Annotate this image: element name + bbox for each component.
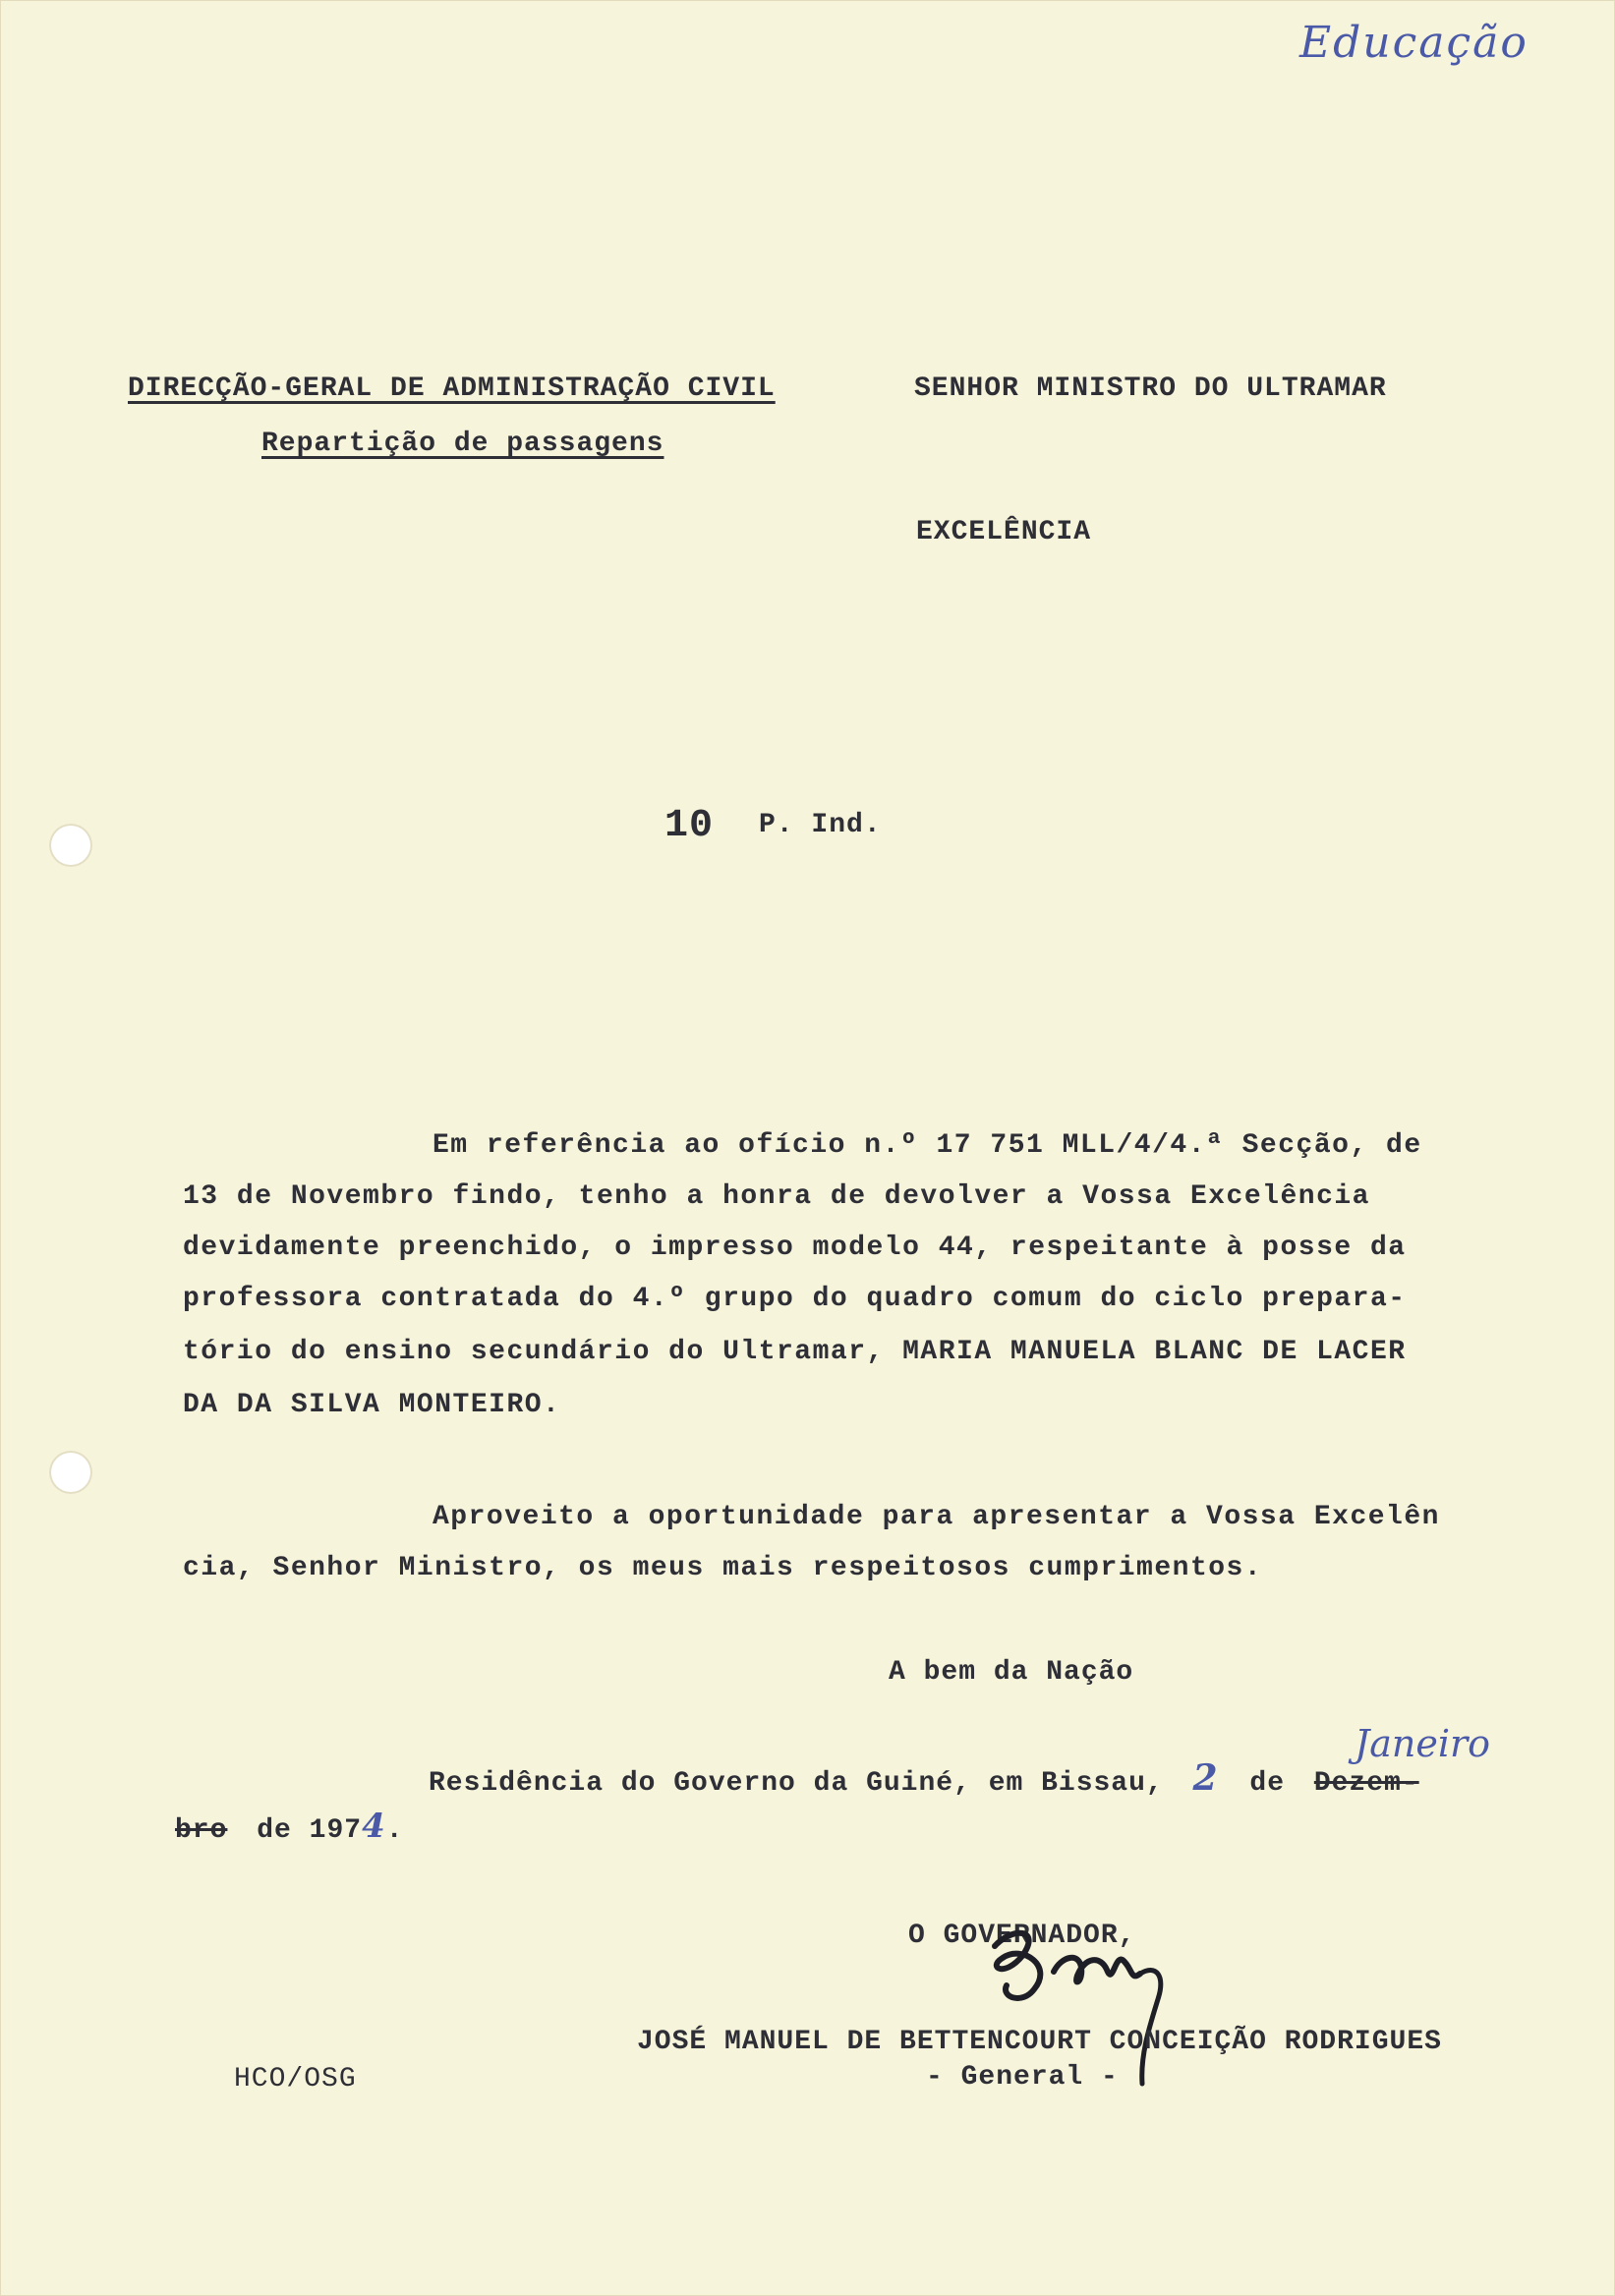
closing-formula: A bem da Nação xyxy=(889,1657,1134,1688)
signatory-rank: - General - xyxy=(926,2062,1119,2093)
body-line: cia, Senhor Ministro, os meus mais respeitosos cumprimentos. xyxy=(183,1553,1263,1583)
place-text: Residência do Governo da Guiné, em Bissau, xyxy=(429,1768,1164,1799)
body-line: Em referência ao ofício n.º 17 751 MLL/4/4.ª Secção, de xyxy=(433,1130,1422,1161)
salutation: EXCELÊNCIA xyxy=(916,517,1092,547)
signatory-name: JOSÉ MANUEL DE BETTENCOURT CONCEIÇÃO RODRIGUES xyxy=(637,2027,1442,2057)
de-text: de xyxy=(1249,1768,1286,1799)
body-line: tório do ensino secundário do Ultramar, MARIA MANUELA BLANC DE LACER xyxy=(183,1337,1407,1367)
punch-hole-bottom xyxy=(49,1451,92,1494)
section-heading: Repartição de passagens xyxy=(261,429,664,459)
reference-suffix: P. Ind. xyxy=(759,810,882,840)
department-heading: DIRECÇÃO-GERAL DE ADMINISTRAÇÃO CIVIL xyxy=(128,373,776,404)
body-line: devidamente preenchido, o impresso modelo 44, respeitante à posse da xyxy=(183,1233,1407,1263)
struck-month-end: bro xyxy=(175,1815,228,1846)
place-date-line-2 xyxy=(175,1807,404,1846)
body-line: professora contratada do 4.º grupo do quadro comum do ciclo prepara- xyxy=(183,1284,1407,1314)
place-date-line-1 xyxy=(429,1757,1419,1799)
year-text: de 197 xyxy=(257,1815,363,1846)
body-line: Aproveito a oportunidade para apresentar a Vossa Excelên xyxy=(433,1502,1440,1532)
addressee: SENHOR MINISTRO DO ULTRAMAR xyxy=(914,373,1387,404)
handwritten-year-digit: 4 xyxy=(362,1807,386,1846)
punch-hole-top xyxy=(49,824,92,867)
reference-number: 10 xyxy=(664,804,715,848)
body-line: 13 de Novembro findo, tenho a honra de devolver a Vossa Excelência xyxy=(183,1181,1370,1212)
body-line: DA DA SILVA MONTEIRO. xyxy=(183,1390,561,1420)
handwritten-day: 2 xyxy=(1192,1757,1219,1799)
handwritten-month: Janeiro xyxy=(1355,1722,1491,1765)
signatory-title: O GOVERNADOR, xyxy=(908,1921,1136,1951)
handwritten-annotation-top: Educação xyxy=(1299,18,1528,68)
period: . xyxy=(385,1815,404,1846)
struck-month: Dezem- xyxy=(1313,1768,1419,1799)
reference-initials: HCO/OSG xyxy=(234,2064,357,2095)
